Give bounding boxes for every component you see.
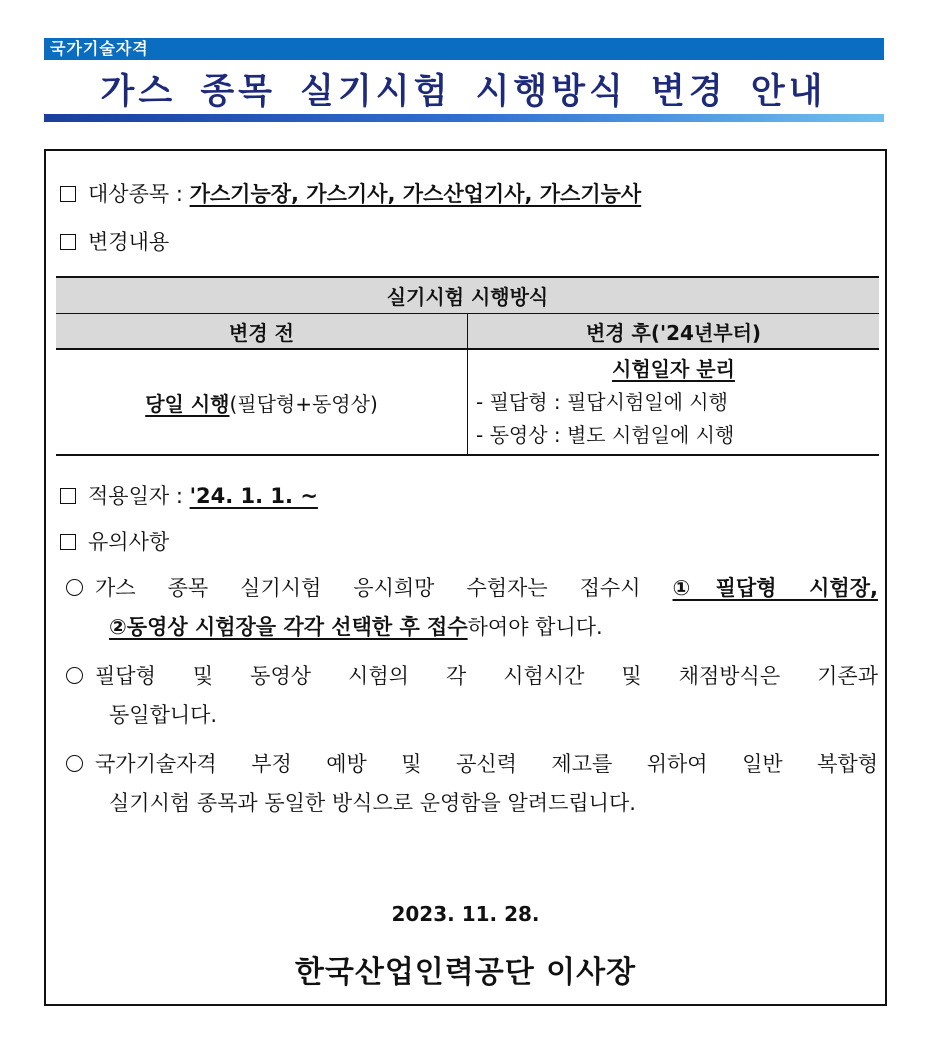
target-label: 대상종목 : <box>88 182 183 206</box>
issuer: 한국산업인력공단 이사장 <box>294 955 637 990</box>
col-header-before: 변경 전 <box>56 314 468 350</box>
note3-text-a: 국가기술자격 부정 예방 및 공신력 제고를 위하여 일반 복합형 <box>95 752 878 776</box>
note1-text-b: ①필답형 시험장, <box>672 576 878 600</box>
square-bullet-icon <box>60 488 76 504</box>
circle-bullet-icon <box>66 667 83 684</box>
circle-bullet-icon <box>66 755 83 772</box>
col-header-after: 변경 후('24년부터) <box>468 314 880 350</box>
apply-row <box>60 481 318 511</box>
change-row <box>60 227 169 257</box>
note-item-2 <box>66 657 878 735</box>
circle-bullet-icon <box>66 579 83 596</box>
square-bullet-icon <box>60 534 76 550</box>
note1-text-d: 하여야 합니다. <box>467 615 603 639</box>
header-tag: 국가기술자격 <box>44 38 884 60</box>
cell-after <box>468 349 880 455</box>
apply-value: '24. 1. 1. ~ <box>189 484 318 508</box>
notes-label: 유의사항 <box>88 530 170 554</box>
page-title: 가스 종목 실기시험 시행방식 변경 안내 <box>100 72 827 112</box>
after-title: 시험일자 분리 <box>612 356 735 381</box>
after-line-2: - 동영상 : 별도 시험일에 시행 <box>476 422 735 447</box>
apply-label: 적용일자 : <box>88 484 183 508</box>
note2-text-a: 필답형 및 동영상 시험의 각 시험시간 및 채점방식은 기존과 <box>95 664 878 688</box>
note1-text-c: ②동영상 시험장을 각각 선택한 후 접수 <box>109 615 468 639</box>
target-row <box>60 179 641 209</box>
note-item-3 <box>66 745 878 823</box>
issue-date: 2023. 11. 28. <box>391 902 540 926</box>
title-divider <box>44 114 884 122</box>
notes-row <box>60 527 169 557</box>
before-bold: 당일 시행 <box>145 391 230 416</box>
note3-text-b: 실기시험 종목과 동일한 방식으로 운영함을 알려드립니다. <box>109 791 636 815</box>
square-bullet-icon <box>60 186 76 202</box>
change-label: 변경내용 <box>88 230 170 254</box>
note1-text-a: 가스 종목 실기시험 응시희망 수험자는 접수시 <box>95 576 641 600</box>
method-table <box>56 276 879 456</box>
after-line-1: - 필답형 : 필답시험일에 시행 <box>476 389 728 414</box>
target-value: 가스기능장, 가스기사, 가스산업기사, 가스기능사 <box>189 182 642 206</box>
table-caption: 실기시험 시행방식 <box>56 277 879 314</box>
note-item-1 <box>66 569 878 647</box>
note2-text-b: 동일합니다. <box>109 703 218 727</box>
notice-box <box>44 149 887 1006</box>
before-rest: (필답형+동영상) <box>229 391 378 416</box>
square-bullet-icon <box>60 234 76 250</box>
cell-before <box>56 349 468 455</box>
